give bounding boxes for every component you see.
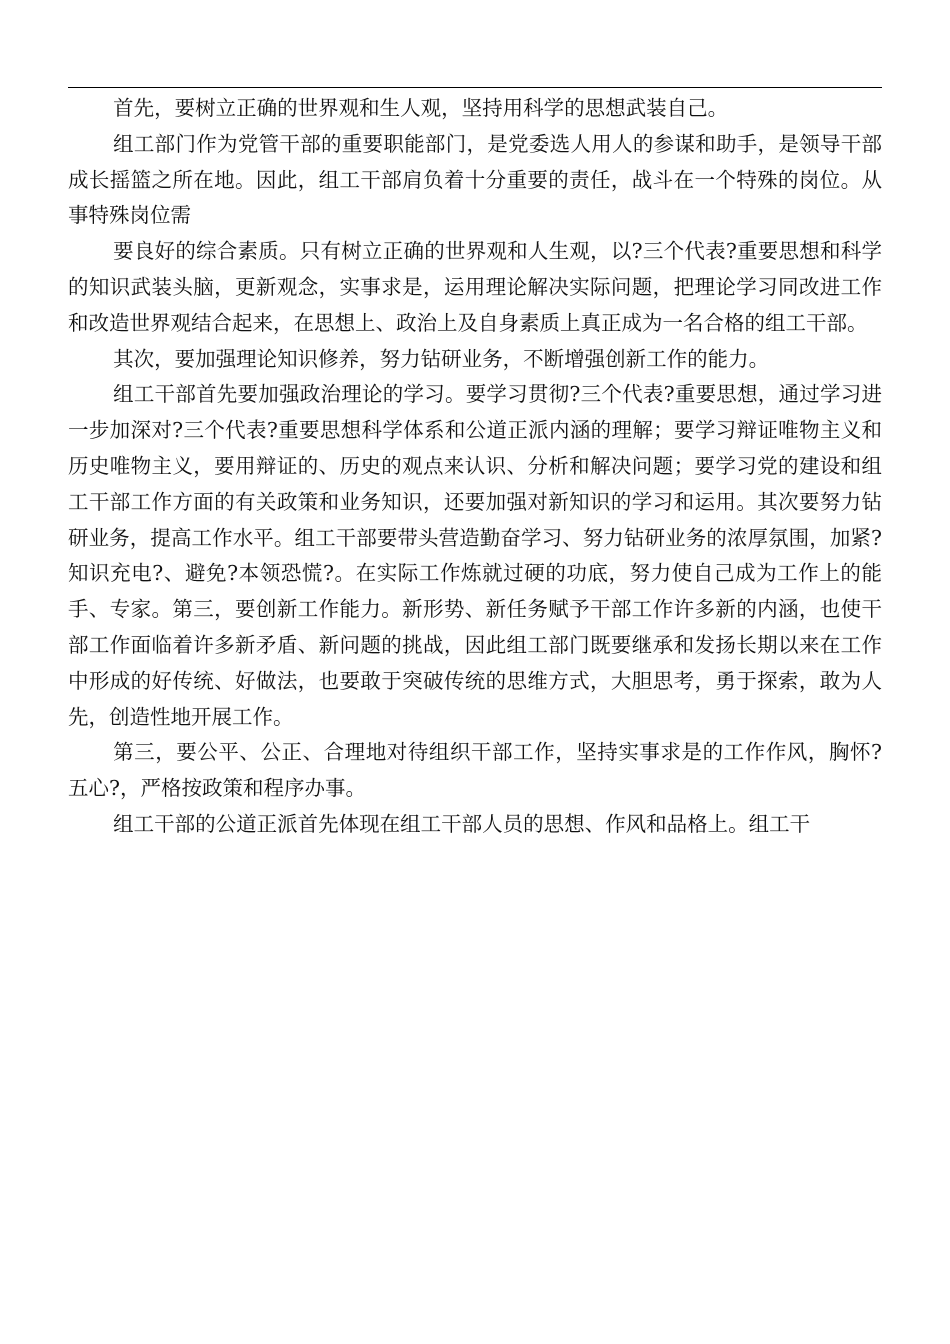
header-rule [68, 87, 882, 88]
paragraph: 其次，要加强理论知识修养，努力钻研业务，不断增强创新工作的能力。 [113, 346, 770, 371]
paragraph: 首先，要树立正确的世界观和生人观，坚持用科学的思想武装自己。 [113, 96, 729, 120]
document-body [68, 91, 882, 843]
paragraph: 组工干部首先要加强政治理论的学习。要学习贯彻?三个代表?重要思想，通过学习进一步加深对?三个代表?重要思想科学体系和公道正派内涵的理解；要学习辩证唯物主义和历史唯物主义，要用辩证的、历史的观点来认识、分析和解决问题；要学习党的建设和组工干部工作方面的有关政策和业务知识，还要加强对新知识的学习和运用。其次要努力钻研业务，提高工作水平。组工干部要带头营造勤奋学习、努力钻研业务的浓厚氛围，加紧?知识充电?、避免?本领恐慌?。在实际工作炼就过硬的功底，努力使自己成为工作上的能手、专家。第三，要创新工作能力。新形势、新任务赋予干部工作许多新的内涵，也使干部工作面临着许多新矛盾、新问题的挑战，因此组工部门既要继承和发扬长期以来在工作中形成的好传统、好做法，也要敢于突破传统的思维方式，大胆思考，勇于探索，敢为人先，创造性地开展工作。 [68, 382, 882, 729]
paragraph: 第三，要公平、公正、合理地对待组织干部工作，坚持实事求是的工作作风，胸怀?五心?，严格按政策和程序办事。 [68, 740, 882, 801]
paragraph: 要良好的综合素质。只有树立正确的世界观和人生观，以?三个代表?重要思想和科学的知识武装头脑，更新观念，实事求是，运用理论解决实际问题，把理论学习同改进工作和改造世界观结合起来，在思想上、政治上及自身素质上真正成为一名合格的组工干部。 [68, 239, 882, 335]
paragraph: 组工部门作为党管干部的重要职能部门，是党委选人用人的参谋和助手，是领导干部成长摇篮之所在地。因此，组工干部肩负着十分重要的责任，战斗在一个特殊的岗位。从事特殊岗位需 [68, 131, 882, 228]
paragraph: 组工干部的公道正派首先体现在组工干部人员的思想、作风和品格上。组工干 [113, 811, 811, 836]
